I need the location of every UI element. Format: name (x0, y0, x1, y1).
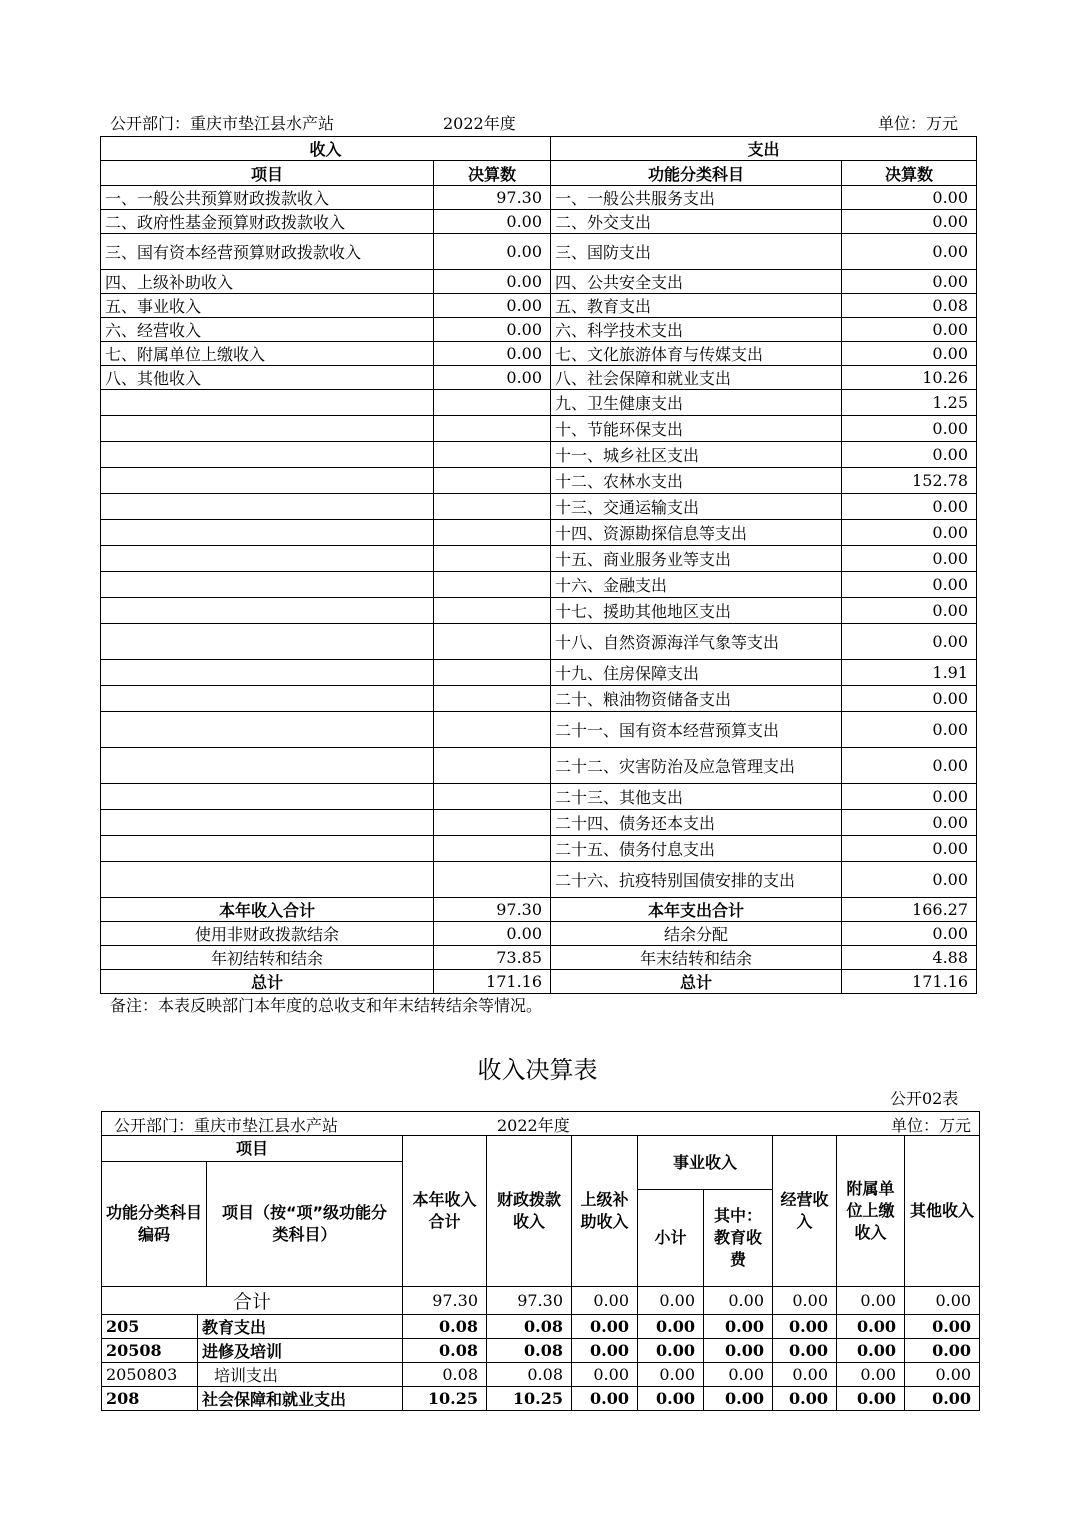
t2-code-cell: 2050803 (102, 1363, 198, 1387)
t1-total-inc-v: 0.00 (434, 922, 551, 946)
t1-row (101, 862, 977, 898)
t1-cell-exp-v: 0.00 (842, 186, 977, 210)
t2-value-cell: 0.00 (773, 1315, 837, 1339)
t1-cell-inc (101, 862, 434, 898)
t1-row (101, 318, 977, 342)
t1-cell-exp-v: 0.00 (842, 270, 977, 294)
t1-cell-inc (101, 442, 434, 468)
t1-cell-inc: 四、上级补助收入 (101, 270, 434, 294)
header-item: 项目 (101, 161, 434, 186)
t2-value-cell: 0.00 (905, 1387, 980, 1411)
t1-total-exp-v: 4.88 (842, 946, 977, 970)
t2-header-code: 功能分类科目编码 (102, 1162, 207, 1286)
t2-value-cell: 0.00 (638, 1363, 704, 1387)
t1-cell-exp-v: 0.00 (842, 712, 977, 748)
t1-cell-inc (101, 810, 434, 836)
t1-total-inc: 使用非财政拨款结余 (101, 922, 434, 946)
t1-cell-exp: 十四、资源勘探信息等支出 (551, 520, 842, 546)
t2-sum-cell: 0.00 (704, 1287, 773, 1315)
t1-cell-exp: 二十、粮油物资储备支出 (551, 686, 842, 712)
t1-total-inc-v: 73.85 (434, 946, 551, 970)
t1-cell-inc: 三、国有资本经营预算财政拨款收入 (101, 234, 434, 270)
t1-cell-inc-v: 97.30 (434, 186, 551, 210)
t2-value-cell: 0.08 (403, 1315, 487, 1339)
t2-value-cell: 0.00 (638, 1315, 704, 1339)
t1-row (101, 442, 977, 468)
t1-cell-exp-v: 0.00 (842, 342, 977, 366)
t1-cell-inc-v: 0.00 (434, 342, 551, 366)
t1-row (101, 660, 977, 686)
t1-row (101, 546, 977, 572)
t2-dept: 公开部门：重庆市垫江县水产站 (114, 1116, 339, 1135)
t1-total-row (101, 898, 977, 922)
t1-cell-inc (101, 416, 434, 442)
t1-cell-exp-v: 0.00 (842, 686, 977, 712)
t2-value-cell: 0.08 (403, 1339, 487, 1363)
t2-header-affil: 附属单位上缴收入 (837, 1136, 905, 1287)
t1-cell-inc (101, 660, 434, 686)
t1-cell-exp-v: 0.00 (842, 784, 977, 810)
t1-row (101, 210, 977, 234)
t1-cell-exp: 十八、自然资源海洋气象等支出 (551, 624, 842, 660)
t2-sum-cell: 0.00 (638, 1287, 704, 1315)
t1-cell-inc: 八、其他收入 (101, 366, 434, 390)
t2-value-cell: 0.00 (638, 1339, 704, 1363)
t1-cell-inc-v: 0.00 (434, 366, 551, 390)
t2-sum-cell: 0.00 (572, 1287, 638, 1315)
header-amount: 决算数 (434, 161, 551, 186)
t1-cell-exp-v: 0.00 (842, 546, 977, 572)
t2-value-cell: 0.08 (487, 1339, 572, 1363)
t1-cell-exp-v: 0.00 (842, 862, 977, 898)
t2-value-cell: 0.00 (572, 1315, 638, 1339)
t2-header-subcells (102, 1162, 403, 1287)
t2-header-other: 其他收入 (905, 1136, 980, 1287)
t2-value-cell: 0.00 (704, 1339, 773, 1363)
t1-total-exp: 总计 (551, 970, 842, 994)
t1-cell-inc (101, 494, 434, 520)
t1-cell-inc (101, 520, 434, 546)
t1-cell-exp: 二十二、灾害防治及应急管理支出 (551, 748, 842, 784)
t2-code-cell: 20508 (102, 1339, 198, 1363)
t1-cell-inc (101, 624, 434, 660)
t1-cell-exp: 六、科学技术支出 (551, 318, 842, 342)
t1-cell-inc-v (434, 598, 551, 624)
t1-total-inc: 本年收入合计 (101, 898, 434, 922)
t1-cell-exp: 八、社会保障和就业支出 (551, 366, 842, 390)
t1-row (101, 712, 977, 748)
t1-row (101, 686, 977, 712)
t2-header-name: 项目（按“项”级功能分类科目） (221, 1203, 388, 1244)
t1-cell-exp: 三、国防支出 (551, 234, 842, 270)
t1-cell-inc: 五、事业收入 (101, 294, 434, 318)
t2-name-cell: 培训支出 (198, 1363, 403, 1387)
t1-row (101, 810, 977, 836)
t1-note: 备注：本表反映部门本年度的总收支和年末结转结余等情况。 (110, 996, 543, 1015)
t1-cell-inc-v (434, 748, 551, 784)
t1-cell-exp-v: 0.00 (842, 520, 977, 546)
t1-cell-inc (101, 784, 434, 810)
t2-value-cell: 10.25 (487, 1387, 572, 1411)
t2-value-cell: 0.00 (905, 1315, 980, 1339)
header-income: 收入 (101, 137, 551, 161)
t1-cell-exp: 十七、援助其他地区支出 (551, 598, 842, 624)
t1-cell-exp-v: 0.08 (842, 294, 977, 318)
t2-sum-cell: 97.30 (487, 1287, 572, 1315)
t1-cell-inc (101, 468, 434, 494)
t2-sum-cell: 0.00 (905, 1287, 980, 1315)
t1-cell-exp: 二十六、抗疫特别国债安排的支出 (551, 862, 842, 898)
t2-value-cell: 0.00 (837, 1315, 905, 1339)
t1-cell-exp-v: 1.91 (842, 660, 977, 686)
t1-row (101, 186, 977, 210)
t1-cell-inc-v (434, 520, 551, 546)
t2-value-cell: 0.00 (773, 1339, 837, 1363)
t2-header-fiscal: 财政拨款收入 (487, 1136, 572, 1287)
t1-cell-exp-v: 0.00 (842, 598, 977, 624)
t2-row (102, 1339, 980, 1363)
t1-row (101, 748, 977, 784)
t1-cell-inc-v (434, 784, 551, 810)
t1-cell-exp: 二、外交支出 (551, 210, 842, 234)
t1-cell-inc-v (434, 494, 551, 520)
t1-cell-exp-v: 0.00 (842, 494, 977, 520)
t1-cell-exp: 五、教育支出 (551, 294, 842, 318)
t1-cell-exp-v: 0.00 (842, 416, 977, 442)
t2-unit: 单位：万元 (891, 1116, 972, 1135)
t1-cell-exp-v: 0.00 (842, 442, 977, 468)
t1-cell-inc-v (434, 712, 551, 748)
t1-cell-exp: 十五、商业服务业等支出 (551, 546, 842, 572)
t2-header-edu: 其中：教育收费 (704, 1190, 773, 1287)
t2-header-item: 项目 (102, 1136, 403, 1162)
t1-total-inc: 总计 (101, 970, 434, 994)
t1-row (101, 234, 977, 270)
t1-cell-exp: 七、文化旅游体育与传媒支出 (551, 342, 842, 366)
t2-row (102, 1363, 980, 1387)
t1-cell-inc-v (434, 810, 551, 836)
t1-cell-inc: 二、政府性基金预算财政拨款收入 (101, 210, 434, 234)
t1-cell-exp: 十三、交通运输支出 (551, 494, 842, 520)
t2-value-cell: 0.00 (572, 1363, 638, 1387)
t1-cell-exp-v: 10.26 (842, 366, 977, 390)
t1-total-inc-v: 97.30 (434, 898, 551, 922)
t1-row (101, 416, 977, 442)
t2-value-cell: 0.00 (704, 1315, 773, 1339)
t2-value-cell: 0.00 (704, 1363, 773, 1387)
t1-unit: 单位：万元 (878, 114, 959, 133)
t1-cell-exp: 十九、住房保障支出 (551, 660, 842, 686)
t1-cell-exp: 一、一般公共服务支出 (551, 186, 842, 210)
t1-cell-exp: 十一、城乡社区支出 (551, 442, 842, 468)
t1-cell-inc: 六、经营收入 (101, 318, 434, 342)
t1-cell-inc (101, 712, 434, 748)
t2-value-cell: 0.08 (487, 1363, 572, 1387)
t1-cell-inc-v (434, 836, 551, 862)
t2-sum-label: 合计 (102, 1287, 403, 1315)
t1-cell-exp: 十、节能环保支出 (551, 416, 842, 442)
t1-cell-exp: 二十三、其他支出 (551, 784, 842, 810)
t2-value-cell: 0.08 (487, 1315, 572, 1339)
t1-cell-exp-v: 152.78 (842, 468, 977, 494)
t2-name-cell: 教育支出 (198, 1315, 403, 1339)
t1-cell-inc: 七、附属单位上缴收入 (101, 342, 434, 366)
t2-value-cell: 0.00 (704, 1387, 773, 1411)
t1-cell-exp-v: 1.25 (842, 390, 977, 416)
t1-cell-exp: 十六、金融支出 (551, 572, 842, 598)
t2-header-biz: 事业收入 (638, 1136, 773, 1190)
t1-cell-inc (101, 390, 434, 416)
t1-total-exp: 结余分配 (551, 922, 842, 946)
t1-total-exp-v: 0.00 (842, 922, 977, 946)
t2-code-cell: 208 (102, 1387, 198, 1411)
t1-cell-inc-v (434, 624, 551, 660)
t1-dept: 公开部门：重庆市垫江县水产站 (110, 114, 335, 133)
t2-value-cell: 0.00 (773, 1363, 837, 1387)
t1-cell-inc (101, 748, 434, 784)
t1-total-exp-v: 166.27 (842, 898, 977, 922)
t1-cell-exp: 九、卫生健康支出 (551, 390, 842, 416)
header-amount2: 决算数 (842, 161, 977, 186)
t1-cell-inc-v (434, 416, 551, 442)
t2-code: 公开02表 (890, 1089, 959, 1108)
t1-cell-exp: 二十一、国有资本经营预算支出 (551, 712, 842, 748)
t2-value-cell: 0.00 (572, 1387, 638, 1411)
t1-total-row (101, 922, 977, 946)
t1-row (101, 836, 977, 862)
t2-name-cell: 社会保障和就业支出 (198, 1387, 403, 1411)
t1-cell-exp-v: 0.00 (842, 234, 977, 270)
t1-cell-exp-v: 0.00 (842, 836, 977, 862)
t2-sum-cell: 0.00 (773, 1287, 837, 1315)
t1-total-inc: 年初结转和结余 (101, 946, 434, 970)
t1-cell-inc-v (434, 390, 551, 416)
t1-cell-inc (101, 686, 434, 712)
t2-value-cell: 0.00 (837, 1387, 905, 1411)
t1-cell-exp: 四、公共安全支出 (551, 270, 842, 294)
t2-value-cell: 0.00 (905, 1339, 980, 1363)
header-func: 功能分类科目 (551, 161, 842, 186)
t1-row (101, 390, 977, 416)
t2-sum-row (102, 1287, 980, 1315)
t1-cell-inc-v: 0.00 (434, 318, 551, 342)
t1-cell-inc-v: 0.00 (434, 294, 551, 318)
t2-sum-cell: 0.00 (837, 1287, 905, 1315)
t1-total-exp: 本年支出合计 (551, 898, 842, 922)
t2-meta-row (102, 1112, 980, 1136)
t1-cell-inc-v (434, 862, 551, 898)
income-table (101, 1111, 980, 1411)
t2-value-cell: 0.08 (403, 1363, 487, 1387)
t1-cell-inc (101, 836, 434, 862)
t2-name-cell: 进修及培训 (198, 1339, 403, 1363)
t2-row (102, 1315, 980, 1339)
income-expense-table (100, 136, 977, 994)
t1-cell-inc-v (434, 572, 551, 598)
t1-cell-exp: 二十四、债务还本支出 (551, 810, 842, 836)
t1-row (101, 294, 977, 318)
t1-total-row (101, 970, 977, 994)
t1-total-exp: 年末结转和结余 (551, 946, 842, 970)
t1-cell-exp-v: 0.00 (842, 318, 977, 342)
t2-title: 收入决算表 (477, 1056, 598, 1084)
t1-total-inc-v: 171.16 (434, 970, 551, 994)
t1-cell-inc-v (434, 660, 551, 686)
t2-header-sub: 小计 (638, 1190, 704, 1287)
t1-cell-inc (101, 572, 434, 598)
header-expense: 支出 (551, 137, 977, 161)
t2-header-oper: 经营收入 (773, 1136, 837, 1287)
t2-value-cell: 0.00 (638, 1387, 704, 1411)
t1-cell-inc-v (434, 546, 551, 572)
t2-value-cell: 0.00 (773, 1387, 837, 1411)
t1-row (101, 520, 977, 546)
t1-cell-inc-v (434, 442, 551, 468)
t1-cell-inc-v (434, 468, 551, 494)
t2-value-cell: 0.00 (905, 1363, 980, 1387)
t1-total-row (101, 946, 977, 970)
t1-cell-inc (101, 598, 434, 624)
t2-code-cell: 205 (102, 1315, 198, 1339)
t2-sum-cell: 97.30 (403, 1287, 487, 1315)
t2-row (102, 1387, 980, 1411)
t2-value-cell: 10.25 (403, 1387, 487, 1411)
t2-header-total: 本年收入合计 (403, 1136, 487, 1287)
t1-row (101, 784, 977, 810)
t1-row (101, 366, 977, 390)
t2-year: 2022年度 (497, 1116, 570, 1135)
t1-cell-exp: 二十五、债务付息支出 (551, 836, 842, 862)
t1-cell-inc-v: 0.00 (434, 210, 551, 234)
t2-value-cell: 0.00 (572, 1339, 638, 1363)
t1-row (101, 494, 977, 520)
t1-row (101, 598, 977, 624)
t1-row (101, 342, 977, 366)
t1-cell-exp-v: 0.00 (842, 210, 977, 234)
t1-row (101, 468, 977, 494)
t1-row (101, 572, 977, 598)
t1-cell-inc (101, 546, 434, 572)
t1-cell-inc-v: 0.00 (434, 234, 551, 270)
t1-cell-inc: 一、一般公共预算财政拨款收入 (101, 186, 434, 210)
t1-year: 2022年度 (443, 114, 516, 133)
t1-row (101, 270, 977, 294)
t1-total-exp-v: 171.16 (842, 970, 977, 994)
t1-cell-exp-v: 0.00 (842, 624, 977, 660)
t1-cell-exp-v: 0.00 (842, 572, 977, 598)
t2-value-cell: 0.00 (837, 1339, 905, 1363)
t1-cell-inc-v (434, 686, 551, 712)
t2-header-upper: 上级补助收入 (572, 1136, 638, 1287)
t1-cell-exp-v: 0.00 (842, 810, 977, 836)
t1-cell-exp: 十二、农林水支出 (551, 468, 842, 494)
t1-row (101, 624, 977, 660)
t1-cell-inc-v: 0.00 (434, 270, 551, 294)
t2-value-cell: 0.00 (837, 1363, 905, 1387)
t1-cell-exp-v: 0.00 (842, 748, 977, 784)
